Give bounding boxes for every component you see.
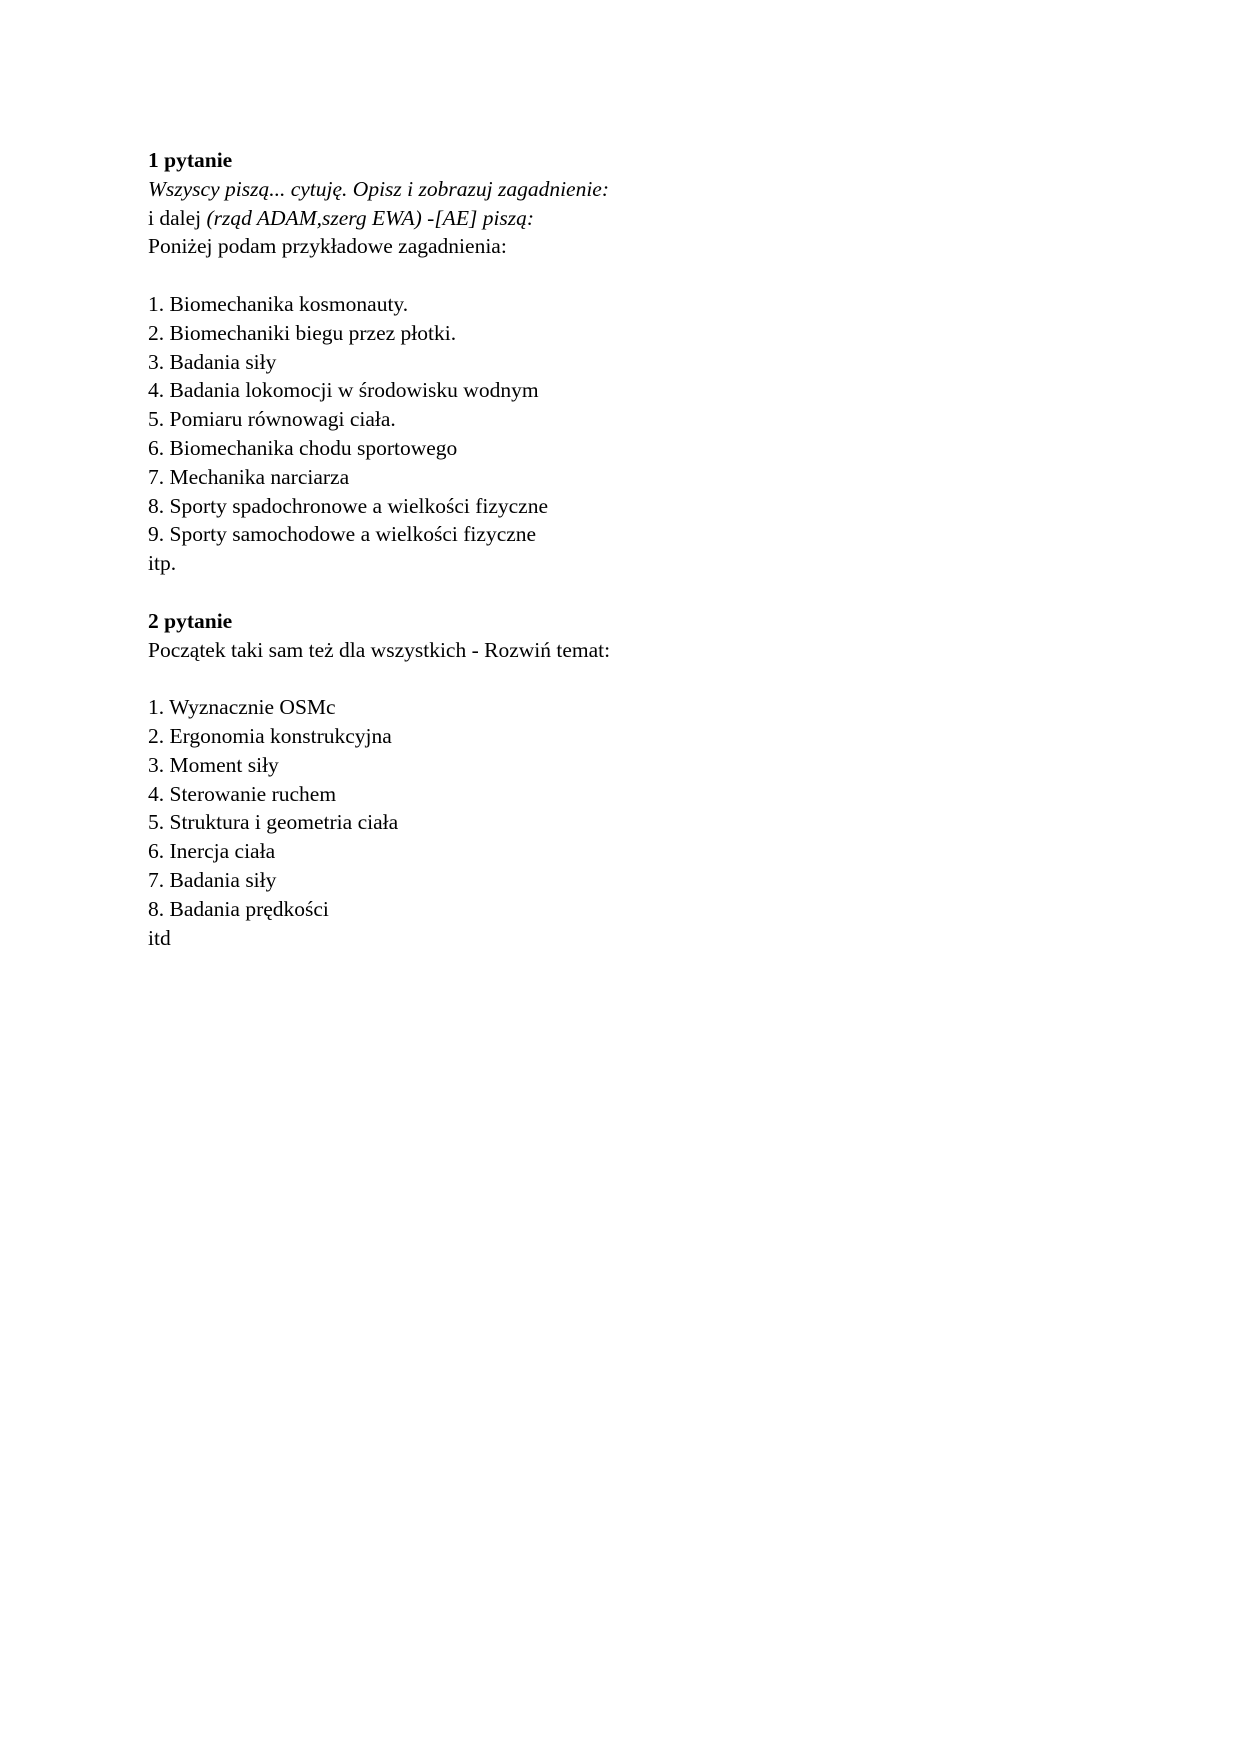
list-item: 6. Inercja ciała [148,839,276,864]
list-item: 7. Badania siły [148,867,277,892]
question-1-intro: Wszyscy piszą... cytuję. Opisz i zobrazuj zagadnienie: [148,176,610,201]
list-item: 8. Sporty spadochronowe a wielkości fizyczne [148,493,549,518]
list-item: 5. Pomiaru równowagi ciała. [148,407,396,432]
list-item: 6. Biomechanika chodu sportowego [148,435,458,460]
question-2-ending: itd [148,925,171,950]
question-1-line-3: Poniżej podam przykładowe zagadnienia: [148,234,507,259]
blank-line [148,261,1048,290]
list-item: 2. Biomechaniki biegu przez płotki. [148,320,457,345]
question-1-line-2-prefix: i dalej [148,205,207,230]
blank-line [148,664,1048,693]
list-item: 4. Sterowanie ruchem [148,781,337,806]
list-item: 7. Mechanika narciarza [148,464,350,489]
question-2-heading: 2 pytanie [148,608,233,633]
document-page [148,146,1048,952]
question-2-section [148,607,1048,953]
question-2-topic-list [148,693,1048,923]
list-item: 8. Badania prędkości [148,896,329,921]
list-item: 1. Wyznacznie OSMc [148,695,336,720]
question-1-topic-list [148,290,1048,549]
list-item: 4. Badania lokomocji w środowisku wodnym [148,378,539,403]
list-item: 5. Struktura i geometria ciała [148,810,399,835]
list-item: 9. Sporty samochodowe a wielkości fizyczne [148,522,537,547]
question-2-intro: Początek taki sam też dla wszystkich - Rozwiń temat: [148,637,611,662]
list-item: 1. Biomechanika kosmonauty. [148,291,409,316]
question-1-line-2-italic: (rząd ADAM,szerg EWA) -[AE] piszą: [206,205,535,230]
question-1-heading: 1 pytanie [148,148,233,172]
blank-line [148,578,1048,607]
list-item: 3. Badania siły [148,349,277,374]
question-1-line-2 [148,204,1048,233]
question-1-ending: itp. [148,551,177,576]
list-item: 2. Ergonomia konstrukcyjna [148,723,392,748]
question-1-section [148,146,1048,578]
list-item: 3. Moment siły [148,752,279,777]
